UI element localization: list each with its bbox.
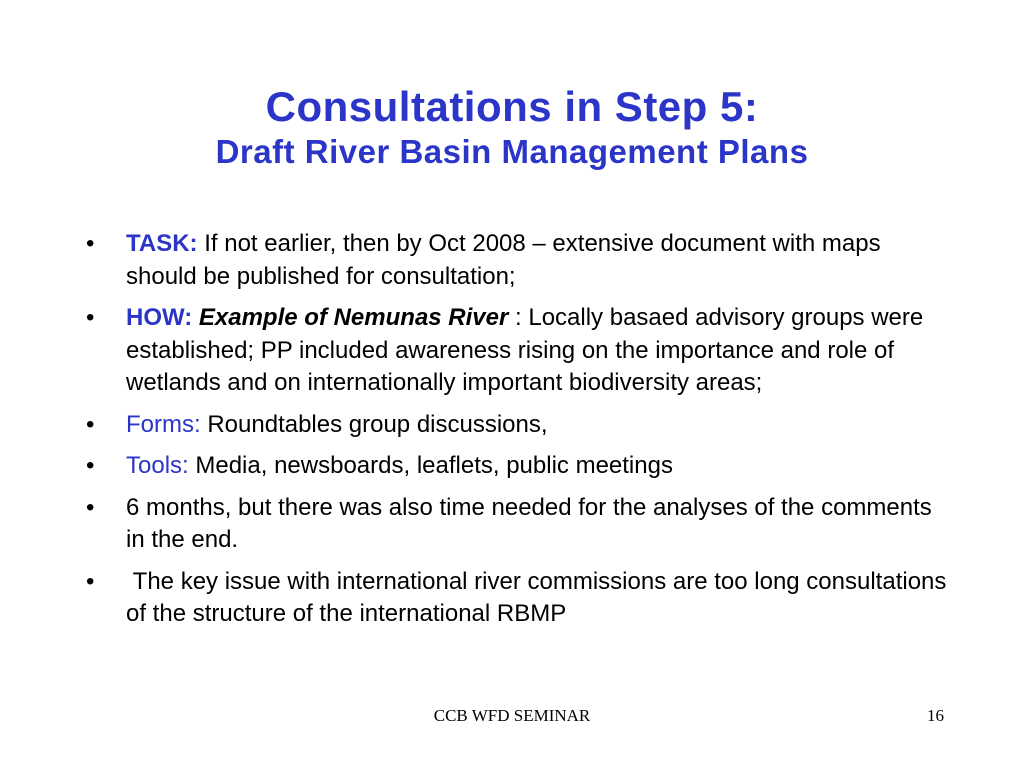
bullet-label-tools: Tools: [126, 452, 189, 479]
bullet-marker: • [86, 230, 95, 257]
bullet-marker: • [86, 567, 95, 595]
bullet-text: If not earlier, then by Oct 2008 – extensive document with maps should be published for consultation; [126, 230, 881, 290]
bullet-emphasis: Example of Nemunas River [198, 304, 509, 331]
title-line-2: Draft River Basin Management Plans [215, 133, 809, 170]
title-line-1: Consultations in Step 5: [265, 83, 759, 130]
bullet-duration [82, 492, 952, 557]
bullet-label-task: TASK: [126, 230, 198, 257]
bullet-key-issue [82, 566, 952, 631]
bullet-text: The key issue with international river commissions are too long consultations of the structure of the international RBMP [126, 567, 954, 627]
bullet-task [82, 228, 952, 293]
page-number: 16 [927, 706, 944, 725]
bullet-text: : Locally basaed advisory groups were established; PP included awareness rising on the importance and role of wetlands and on internationally important biodiversity areas; [126, 304, 924, 396]
bullet-marker: • [86, 304, 95, 331]
bullet-label-forms: Forms: [126, 410, 201, 438]
bullet-marker: • [86, 452, 95, 479]
bullet-marker: • [86, 410, 95, 438]
bullet-tools [82, 450, 952, 483]
bullet-text: Roundtables group discussions, [200, 410, 548, 438]
bullet-marker: • [86, 493, 95, 521]
bullet-forms [82, 409, 952, 442]
slide-title [0, 82, 1024, 172]
bullet-how [82, 302, 952, 400]
footer-seminar-name: CCB WFD SEMINAR [433, 706, 591, 725]
bullet-list [82, 228, 952, 640]
bullet-label-how: HOW: [126, 304, 193, 331]
bullet-text: Media, newsboards, leaflets, public meetings [188, 452, 673, 479]
bullet-text: 6 months, but there was also time needed for the analyses of the comments in the end. [126, 493, 932, 553]
